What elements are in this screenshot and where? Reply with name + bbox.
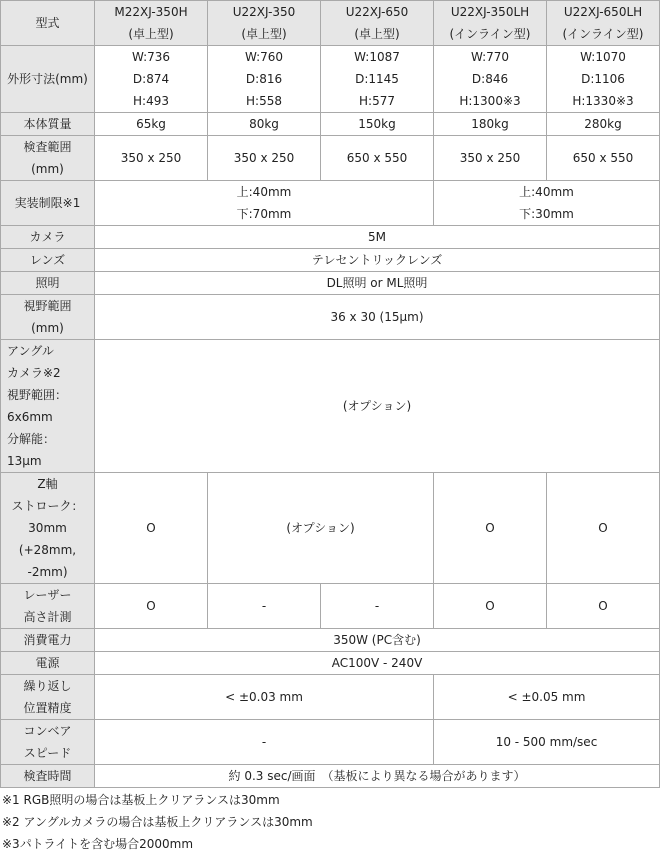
laser-cell: O [434, 584, 547, 629]
conveyor-inline: 10 - 500 mm/sec [434, 720, 660, 765]
z-axis-label: Z軸 ストローク：30mm (+28mm, -2mm) [1, 473, 95, 584]
camera-row [1, 226, 660, 249]
dimensions-cell: W:770 D:846 H:1300※3 [434, 46, 547, 113]
inspection-range-cell: 350 x 250 [434, 136, 547, 181]
lighting-label: 照明 [1, 272, 95, 295]
conveyor-tabletop: - [95, 720, 434, 765]
angle-camera-label: アングル カメラ※2 視野範囲： 6x6mm 分解能： 13μm [1, 340, 95, 473]
camera-value: 5M [95, 226, 660, 249]
model-m22xj-350h: M22XJ-350H (卓上型) [95, 1, 208, 46]
dimensions-cell: W:1087 D:1145 H:577 [321, 46, 434, 113]
angle-camera-value: (オプション) [95, 340, 660, 473]
lighting-row [1, 272, 660, 295]
laser-row [1, 584, 660, 629]
mass-cell: 280kg [547, 113, 660, 136]
conveyor-label: コンベア スピード [1, 720, 95, 765]
z-axis-cell: O [434, 473, 547, 584]
model-u22xj-650lh: U22XJ-650LH (インライン型) [547, 1, 660, 46]
dimensions-cell: W:1070 D:1106 H:1330※3 [547, 46, 660, 113]
model-label: 型式 [1, 1, 95, 46]
inspection-range-cell: 350 x 250 [208, 136, 321, 181]
mount-limit-tabletop: 上:40mm 下:70mm [95, 181, 434, 226]
field-of-view-row [1, 295, 660, 340]
angle-camera-row [1, 340, 660, 473]
inspection-range-cell: 650 x 550 [321, 136, 434, 181]
dimensions-cell: W:736 D:874 H:493 [95, 46, 208, 113]
laser-cell: O [95, 584, 208, 629]
mass-row [1, 113, 660, 136]
footnotes [0, 789, 660, 855]
power-supply-row [1, 652, 660, 675]
mount-limit-label: 実装制限※1 [1, 181, 95, 226]
dimensions-row [1, 46, 660, 113]
repeatability-row [1, 675, 660, 720]
repeatability-inline: < ±0.05 mm [434, 675, 660, 720]
footnote: ※1 RGB照明の場合は基板上クリアランスは30mm [2, 793, 280, 807]
conveyor-row [1, 720, 660, 765]
footnote: ※3パトライトを含む場合2000mm [2, 837, 194, 851]
repeatability-tabletop: < ±0.03 mm [95, 675, 434, 720]
laser-cell: - [321, 584, 434, 629]
lens-label: レンズ [1, 249, 95, 272]
model-u22xj-350: U22XJ-350 (卓上型) [208, 1, 321, 46]
mass-cell: 180kg [434, 113, 547, 136]
laser-cell: O [547, 584, 660, 629]
z-axis-cell: O [95, 473, 208, 584]
inspection-range-row [1, 136, 660, 181]
lens-value: テレセントリックレンズ [95, 249, 660, 272]
inspection-range-cell: 350 x 250 [95, 136, 208, 181]
power-supply-label: 電源 [1, 652, 95, 675]
laser-label: レーザー 高さ計測 [1, 584, 95, 629]
power-consumption-row [1, 629, 660, 652]
lighting-value: DL照明 or ML照明 [95, 272, 660, 295]
mass-cell: 150kg [321, 113, 434, 136]
z-axis-row [1, 473, 660, 584]
field-of-view-label: 視野範囲 (mm) [1, 295, 95, 340]
repeatability-label: 繰り返し 位置精度 [1, 675, 95, 720]
model-row [1, 1, 660, 46]
mass-cell: 65kg [95, 113, 208, 136]
field-of-view-value: 36 x 30 (15μm) [95, 295, 660, 340]
mass-label: 本体質量 [1, 113, 95, 136]
mount-limit-inline: 上:40mm 下:30mm [434, 181, 660, 226]
power-consumption-value: 350W (PC含む) [95, 629, 660, 652]
model-u22xj-650: U22XJ-650 (卓上型) [321, 1, 434, 46]
laser-cell: - [208, 584, 321, 629]
mass-cell: 80kg [208, 113, 321, 136]
z-axis-cell: O [547, 473, 660, 584]
model-u22xj-350lh: U22XJ-350LH (インライン型) [434, 1, 547, 46]
z-axis-cell: (オプション) [208, 473, 434, 584]
footnote: ※2 アングルカメラの場合は基板上クリアランスは30mm [2, 815, 313, 829]
power-supply-value: AC100V - 240V [95, 652, 660, 675]
inspection-time-label: 検査時間 [1, 765, 95, 788]
dimensions-label: 外形寸法(mm) [1, 46, 95, 113]
inspection-time-value: 約 0.3 sec/画面 （基板により異なる場合があります） [95, 765, 660, 788]
power-consumption-label: 消費電力 [1, 629, 95, 652]
inspection-range-cell: 650 x 550 [547, 136, 660, 181]
camera-label: カメラ [1, 226, 95, 249]
dimensions-cell: W:760 D:816 H:558 [208, 46, 321, 113]
inspection-time-row [1, 765, 660, 788]
lens-row [1, 249, 660, 272]
mount-limit-row [1, 181, 660, 226]
inspection-range-label: 検査範囲 (mm) [1, 136, 95, 181]
